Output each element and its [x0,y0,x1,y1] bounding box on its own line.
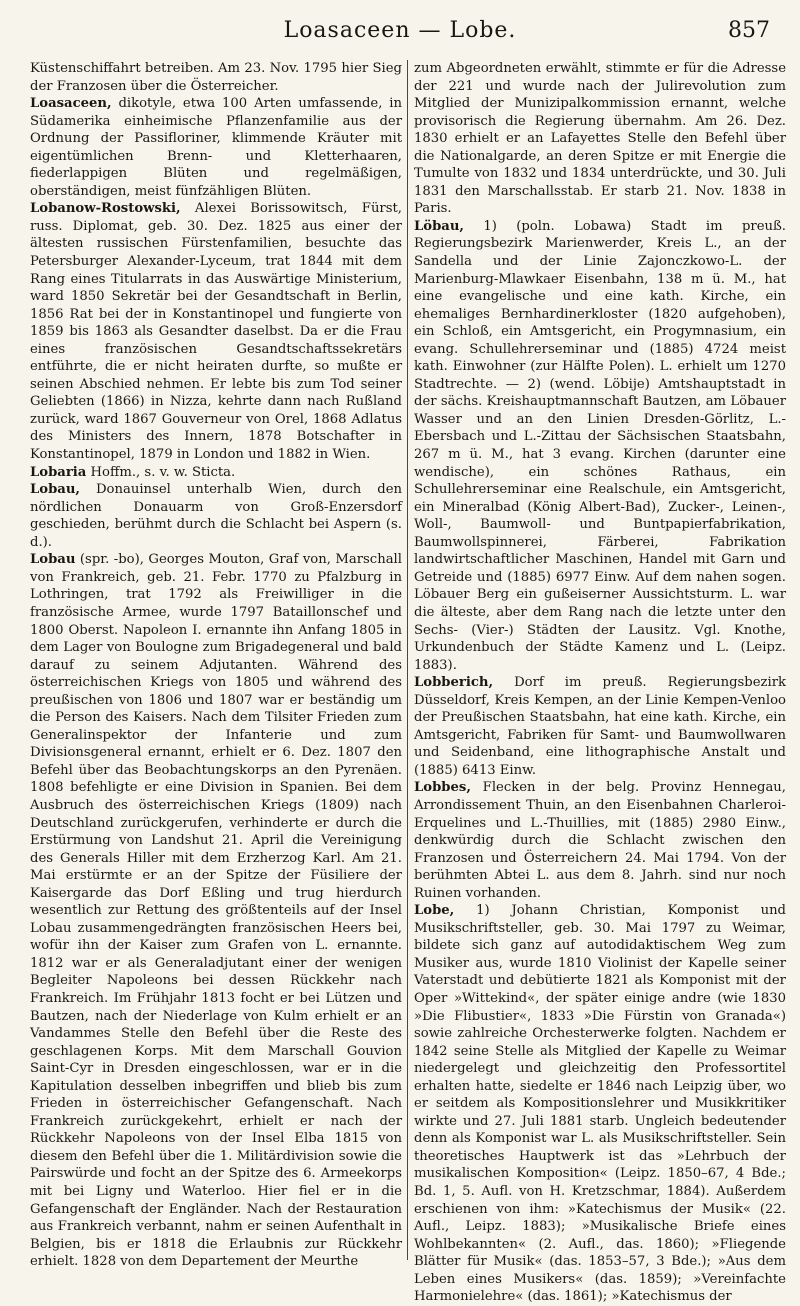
entry-text: Dorf im preuß. Regierungsbezirk Düsseldorf, Kreis Kempen, an der Linie Kempen-Venloo der Preußischen Staatsbahn, hat eine kath. Kirche, ein Amtsgericht, Fabriken für Samt- und Baumwollwaren und Seidenband, eine lithographische Anstalt und (1885) 6413 Einw. [414,675,786,778]
entry-text: (spr. -bo), Georges Mouton, Graf von, Marschall von Frankreich, geb. 21. Febr. 1770 zu Pfalzburg in Lothringen, trat 1792 als Freiwilliger in die französische Armee, wurde 1797 Bataillonschef und 1800 Oberst. Napoleon I. ernannte ihn Anfang 1805 in dem Lager von Boulogne zum Brigadegeneral und bald darauf zu seinem Adjutanten. Während des österreichischen Kriegs von 1805 und während des preußischen von 1806 und 1807 war er beständig um die Person des Kaisers. Nach dem Tilsiter Frieden zum Generalinspektor der Infanterie und zum Divisionsgeneral ernannt, erhielt er 6. Dez. 1807 den Befehl über das Beobachtungskorps an den Pyrenäen. 1808 befehligte er eine Division in Spanien. Bei dem Ausbruch des österreichischen Kriegs (1809) nach Deutschland zurückgerufen, verhinderte er durch die Erstürmung von Landshut 21. April die Vereinigung des Generals Hiller mit dem Erzherzog Karl. Am 21. Mai erstürmte er an der Spitze der Füsiliere der Kaisergarde das Dorf Eßling und trug hierdurch wesentlich zur Rettung des größtenteils auf der Insel Lobau zusammengedrängten französischen Heers bei, wofür ihn der Kaiser zum Grafen von L. ernannte. 1812 war er als Generaladjutant einer der wenigen Begleiter Napoleons bei dessen Rückkehr nach Frankreich. Im Frühjahr 1813 focht er bei Lützen und Bautzen, nach der Niederlage von Kulm erhielt er an Vandammes Stelle den Befehl über die Reste des geschlagenen Korps. Mit dem Marschall Gouvion Saint-Cyr in Dresden eingeschlossen, war er in die Kapitulation desselben inbegriffen und blieb bis zum Frieden in österreichischer Gefangenschaft. Nach Frankreich zurückgekehrt, erhielt er nach der Rückkehr Napoleons von der Insel Elba 1815 von diesem den Befehl über die 1. Militärdivision sowie die Pairswürde und focht an der Spitze des 6. Armeekorps mit bei Ligny und Waterloo. Hier fiel er in die Gefangenschaft der Engländer. Nach der Restauration aus Frankreich verbannt, nahm er seinen Aufenthalt in Belgien, bis er 1818 die Erlaubnis zur Rückkehr erhielt. 1828 von dem Departement der Meurthe [30,552,402,1270]
entry-loasaceen [30,95,402,200]
entry-headword: Lobberich, [414,675,494,691]
entry-headword: Lobbes, [414,780,471,796]
entry-headword: Lobau [30,552,76,568]
entry-lobau-mouton [30,551,402,1270]
left-column [30,60,402,1271]
entry-headword: Lobanow-Rostowski, [30,201,181,217]
entry-kuestenschiffahrt-continuation [30,60,402,95]
entry-text: Alexei Borissowitsch, Fürst, russ. Diplomat, geb. 30. Dez. 1825 aus einer der ältesten russischen Fürstenfamilien, besuchte das Petersburger Alexander-Lyceum, trat 1844 mit dem Rang eines Titularrats in das Auswärtige Ministerium, ward 1850 Sekretär bei der Gesandtschaft in Berlin, 1856 Rat bei der in Konstantinopel und fungierte von 1859 bis 1863 als Gesandter daselbst. Da er die Frau eines französischen Gesandtschaftssekretärs entführte, die er nicht heiraten durfte, so mußte er seinen Abschied nehmen. Er lebte bis zum Tod seiner Geliebten (1866) in Nizza, kehrte dann nach Rußland zurück, ward 1867 Gouverneur von Orel, 1868 Adlatus des Ministers des Innern, 1878 Botschafter in Konstantinopel, 1879 in London und 1882 in Wien. [30,201,402,463]
entry-text: 1) Johann Christian, Komponist und Musikschriftsteller, geb. 30. Mai 1797 zu Weimar, bildete sich ganz auf autodidaktischem Weg zum Musiker aus, wurde 1810 Violinist der Kapelle seiner Vaterstadt und debütierte 1821 als Komponist mit der Oper »Wittekind«, der später einige andre (wie 1830 »Die Flibustier«, 1833 »Die Fürstin von Granada«) sowie zahlreiche Orchesterwerke folgten. Nachdem er 1842 seine Stelle als Mitglied der Kapelle zu Weimar niedergelegt und gleichzeitig den Professortitel erhalten hatte, siedelte er 1846 nach Leipzig über, wo er seitdem als Kompositionslehrer und Musikkritiker wirkte und 27. Juli 1881 starb. Ungleich bedeutender denn als Komponist war L. als Musikschriftsteller. Sein theoretisches Hauptwerk ist das »Lehrbuch der musikalischen Komposition« (Leipz. 1850–67, 4 Bde.; Bd. 1, 5. Aufl. von H. Kretzschmar, 1884). Außerdem erschienen von ihm: »Katechismus der Musik« (22. Aufl., Leipz. 1883); »Musikalische Briefe eines Wohlbekannten« (2. Aufl., das. 1860); »Fliegende Blätter für Musik« (das. 1853–57, 3 Bde.); »Aus dem Leben eines Musikers« (das. 1859); »Vereinfachte Harmonielehre« (das. 1861); »Katechismus der [414,903,786,1305]
entry-headword: Lobe, [414,903,455,919]
entry-lobau-insel [30,481,402,551]
entry-lobaria [30,464,402,482]
entry-headword: Lobaria [30,464,87,480]
entry-text: zum Abgeordneten erwählt, stimmte er für die Adresse der 221 und wurde nach der Julirevolution zum Mitglied der Munizipalkommission ernannt, welche provisorisch die Regierung übernahm. Am 26. Dez. 1830 erhielt er an Lafayettes Stelle den Befehl über die Nationalgarde, an deren Spitze er mit Energie die Tumulte von 1832 und 1834 unterdrückte, und 30. Juli 1831 den Marschallsstab. Er starb 21. Nov. 1838 in Paris. [414,61,786,217]
entry-lobanow-rostowski [30,200,402,463]
entry-lobe [414,902,786,1306]
right-column [414,60,786,1306]
entry-text: Hoffm., s. v. w. Sticta. [86,464,236,480]
running-title: Loasaceen — Lobe. [283,18,517,43]
entry-headword: Lobau, [30,482,81,498]
page-number: 857 [728,18,770,43]
entry-loebau [414,218,786,674]
entry-headword: Loasaceen, [30,96,112,112]
entry-headword: Löbau, [414,218,465,234]
entry-text: Flecken in der belg. Provinz Hennegau, Arrondissement Thuin, an den Eisenbahnen Charleroi-Erquelines und L.-Thuillies, mit (1885) 2980 Einw., denkwürdig durch die Schlacht zwischen den Franzosen und Österreichern 24. Mai 1794. Von der berühmten Abtei L. aus dem 8. Jahrh. sind nur noch Ruinen vorhanden. [414,780,786,901]
entry-lobau-continuation [414,60,786,218]
entry-text: 1) (poln. Lobawa) Stadt im preuß. Regierungsbezirk Marienwerder, Kreis L., an der Sandella und der Linie Zajonczkowo-L. der Marienburg-Mlawkaer Eisenbahn, 138 m ü. M., hat eine evangelische und eine kath. Kirche, ein ehemaliges Bernhardinerkloster (1820 aufgehoben), ein Schloß, ein Amtsgericht, ein Progymnasium, ein evang. Schullehrerseminar und (1885) 4724 meist kath. Einwohner (zur Hälfte Polen). L. erhielt um 1270 Stadtrechte. — 2) (wend. Löbije) Amtshauptstadt in der sächs. Kreishauptmannschaft Bautzen, am Löbauer Wasser und an den Linien Dresden-Görlitz, L.-Ebersbach und L.-Zittau der Sächsischen Staatsbahn, 267 m ü. M., hat 3 evang. Kirchen (darunter eine wendische), ein schönes Rathaus, ein Schullehrerseminar eine Realschule, ein Amtsgericht, ein Mineralbad (König Albert-Bad), Zucker-, Leinen-, Woll-, Baumwoll- und Buntpapierfabrikation, Baumwollspinnerei, Färberei, Fabrikation landwirtschaftlicher Maschinen, Handel mit Garn und Getreide und (1885) 6977 Einw. Auf dem nahen sogen. Löbauer Berg ein gußeiserner Aussichtsturm. L. war die älteste, aber dem Rang nach die letzte unter den Sechs- (Vier-) Städten der Lausitz. Vgl. Knothe, Urkundenbuch der Städte Kamenz und L. (Leipz. 1883). [414,218,786,673]
entry-text: dikotyle, etwa 100 Arten umfassende, in Südamerika einheimische Pflanzenfamilie aus der Ordnung der Passifloriner, klimmende Kräuter mit eigentümlichen Brenn- und Kletterhaaren, fiederlappigen Blüten und regelmäßigen, oberständigen, meist fünfzähligen Blüten. [30,96,402,199]
page-header [30,18,770,52]
column-divider [407,60,408,1260]
entry-text: Donauinsel unterhalb Wien, durch den nördlichen Donauarm von Groß-Enzersdorf geschieden, berühmt durch die Schlacht bei Aspern (s. d.). [30,482,402,550]
entry-lobbes [414,779,786,902]
entry-lobberich [414,674,786,779]
entry-text: Küstenschiffahrt betreiben. Am 23. Nov. 1795 hier Sieg der Franzosen über die Österreicher. [30,61,402,94]
